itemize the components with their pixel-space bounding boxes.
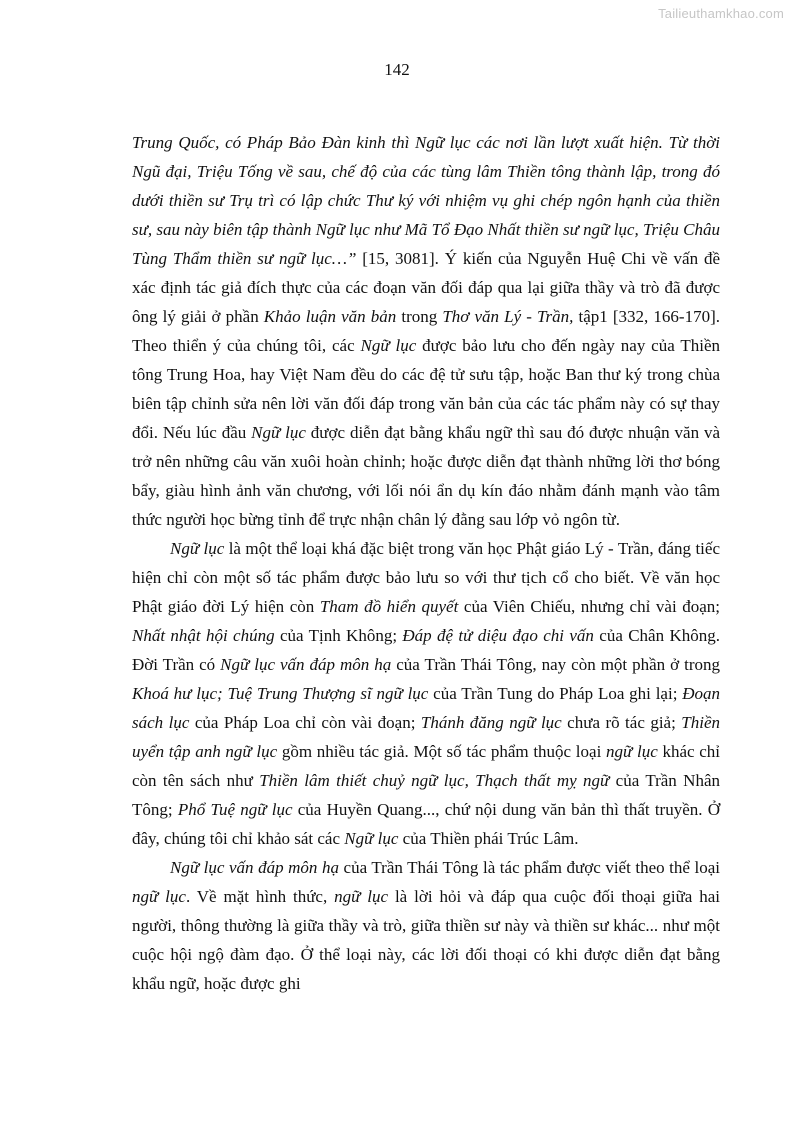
italic-text-run: Phổ Tuệ ngữ lục [177, 800, 293, 819]
text-run: của Trần Nhân Tông; [132, 771, 720, 819]
italic-text-run: Ngữ lục [170, 539, 225, 558]
paragraph [132, 853, 720, 998]
text-run: [15, 3081]. Ý kiến của Nguyễn Huệ Chi về vấn đề xác định tác giả đích thực của các đoạn văn đối đáp qua lại giữa thầy và trò đã được ông lý giải ở phần [132, 249, 720, 326]
italic-text-run: Thơ văn Lý - Trần, [442, 307, 574, 326]
italic-text-run: ngữ lục [334, 887, 389, 906]
italic-text-run: Thiền lâm thiết chuỷ ngữ lục, Thạch thất mỵ ngữ [259, 771, 610, 790]
text-run: của Huyền Quang..., chứ nội dung văn bản thì thất truyền. Ở đây, chúng tôi chỉ khảo sát các [132, 800, 720, 848]
text-run: của Tịnh Không; [274, 626, 403, 645]
italic-text-run: Ngữ lục [360, 336, 417, 355]
italic-text-run: Thiền uyển tập anh ngữ lục [132, 713, 720, 761]
text-run: của Trần Thái Tông, nay còn một phần ở trong [391, 655, 720, 674]
text-run: . Về mặt hình thức, [185, 887, 335, 906]
body-text [132, 128, 720, 998]
text-run: của Pháp Loa chỉ còn vài đoạn; [189, 713, 421, 732]
text-run: khác chỉ còn tên sách như [132, 742, 721, 790]
paragraph [132, 534, 720, 853]
paragraph [132, 128, 720, 534]
italic-text-run: Nhất nhật hội chúng [132, 626, 275, 645]
text-run: được diễn đạt bằng khẩu ngữ thì sau đó được nhuận văn và trở nên những câu văn xuôi hoàn chỉnh; hoặc được diễn đạt thành những lời thơ bóng bẩy, giàu hình ảnh văn chương, với lối nói ẩn dụ kín đáo nhằm đánh mạnh vào tâm thức người học bừng tỉnh để trực nhận chân lý đằng sau lớp vỏ ngôn từ. [132, 423, 720, 529]
text-run: tập1 [332, 166-170]. Theo thiển ý của chúng tôi, các [132, 307, 720, 355]
text-run: của Thiền phái Trúc Lâm. [398, 829, 579, 848]
text-run: của Trần Thái Tông là tác phẩm được viết theo thể loại [339, 858, 721, 877]
text-run: của Chân Không. Đời Trần có [132, 626, 720, 674]
watermark: Tailieuthamkhao.com [658, 6, 784, 21]
italic-text-run: Ngữ lục [344, 829, 399, 848]
italic-text-run: Thánh đăng ngữ lục [420, 713, 562, 732]
text-run: là lời hỏi và đáp qua cuộc đối thoại giữa hai người, thông thường là giữa thầy và trò, giữa thiền sư này và thiền sư khác... như một cuộc hội ngộ đàm đạo. Ở thể loại này, các lời đối thoại có khi được diễn đạt bằng khẩu ngữ, hoặc được ghi [132, 887, 720, 993]
italic-text-run: Tham đồ hiển quyết [319, 597, 459, 616]
italic-text-run: Ngữ lục [251, 423, 306, 442]
italic-text-run: Khoá hư lục; Tuệ Trung Thượng sĩ ngữ lục [132, 684, 429, 703]
italic-text-run: Đáp đệ tử diệu đạo chi vấn [402, 626, 594, 645]
text-run: chưa rõ tác giả; [561, 713, 682, 732]
text-run: được bảo lưu cho đến ngày nay của Thiền tông Trung Hoa, hay Việt Nam đều do các đệ tử sưu tập, hoặc Ban thư ký trong chùa biên tập chỉnh sửa nên lời văn đối đáp trong văn bản của các tác phẩm này có sự thay đổi. Nếu lúc đầu [132, 336, 720, 442]
text-run: gồm nhiều tác giả. Một số tác phẩm thuộc loại [277, 742, 606, 761]
italic-text-run: Ngữ lục vấn đáp môn hạ [170, 858, 339, 877]
text-run: của Viên Chiếu, nhưng chỉ vài đoạn; [458, 597, 721, 616]
text-run: trong [396, 307, 443, 326]
italic-text-run: Khảo luận văn bản [263, 307, 397, 326]
italic-text-run: Ngữ lục vấn đáp môn hạ [220, 655, 392, 674]
italic-text-run: ngữ lục [606, 742, 658, 761]
italic-text-run: Đoạn sách lục [132, 684, 721, 732]
page-number: 142 [384, 60, 410, 79]
italic-text-run: Trung Quốc, có Pháp Bảo Đàn kinh thì Ngữ lục các nơi lần lượt xuất hiện. Từ thời Ngũ đại, Triệu Tống về sau, chế độ của các tùng lâm Thiền tông thành lập, trong đó dưới thiền sư Trụ trì có lập chức Thư ký với nhiệm vụ ghi chép ngôn hạnh của thiền sư, sau này biên tập thành Ngữ lục như Mã Tổ Đạo Nhất thiền sư ngữ lục, Triệu Châu Tùng Thẩm thiền sư ngữ lục…” [132, 133, 720, 268]
text-run: là một thể loại khá đặc biệt trong văn học Phật giáo Lý - Trần, đáng tiếc hiện chỉ còn một số tác phẩm được bảo lưu so với thư tịch cổ cho biết. Về văn học Phật giáo đời Lý hiện còn [132, 539, 720, 616]
text-run: của Trần Tung do Pháp Loa ghi lại; [428, 684, 683, 703]
italic-text-run: ngữ lục [132, 887, 186, 906]
